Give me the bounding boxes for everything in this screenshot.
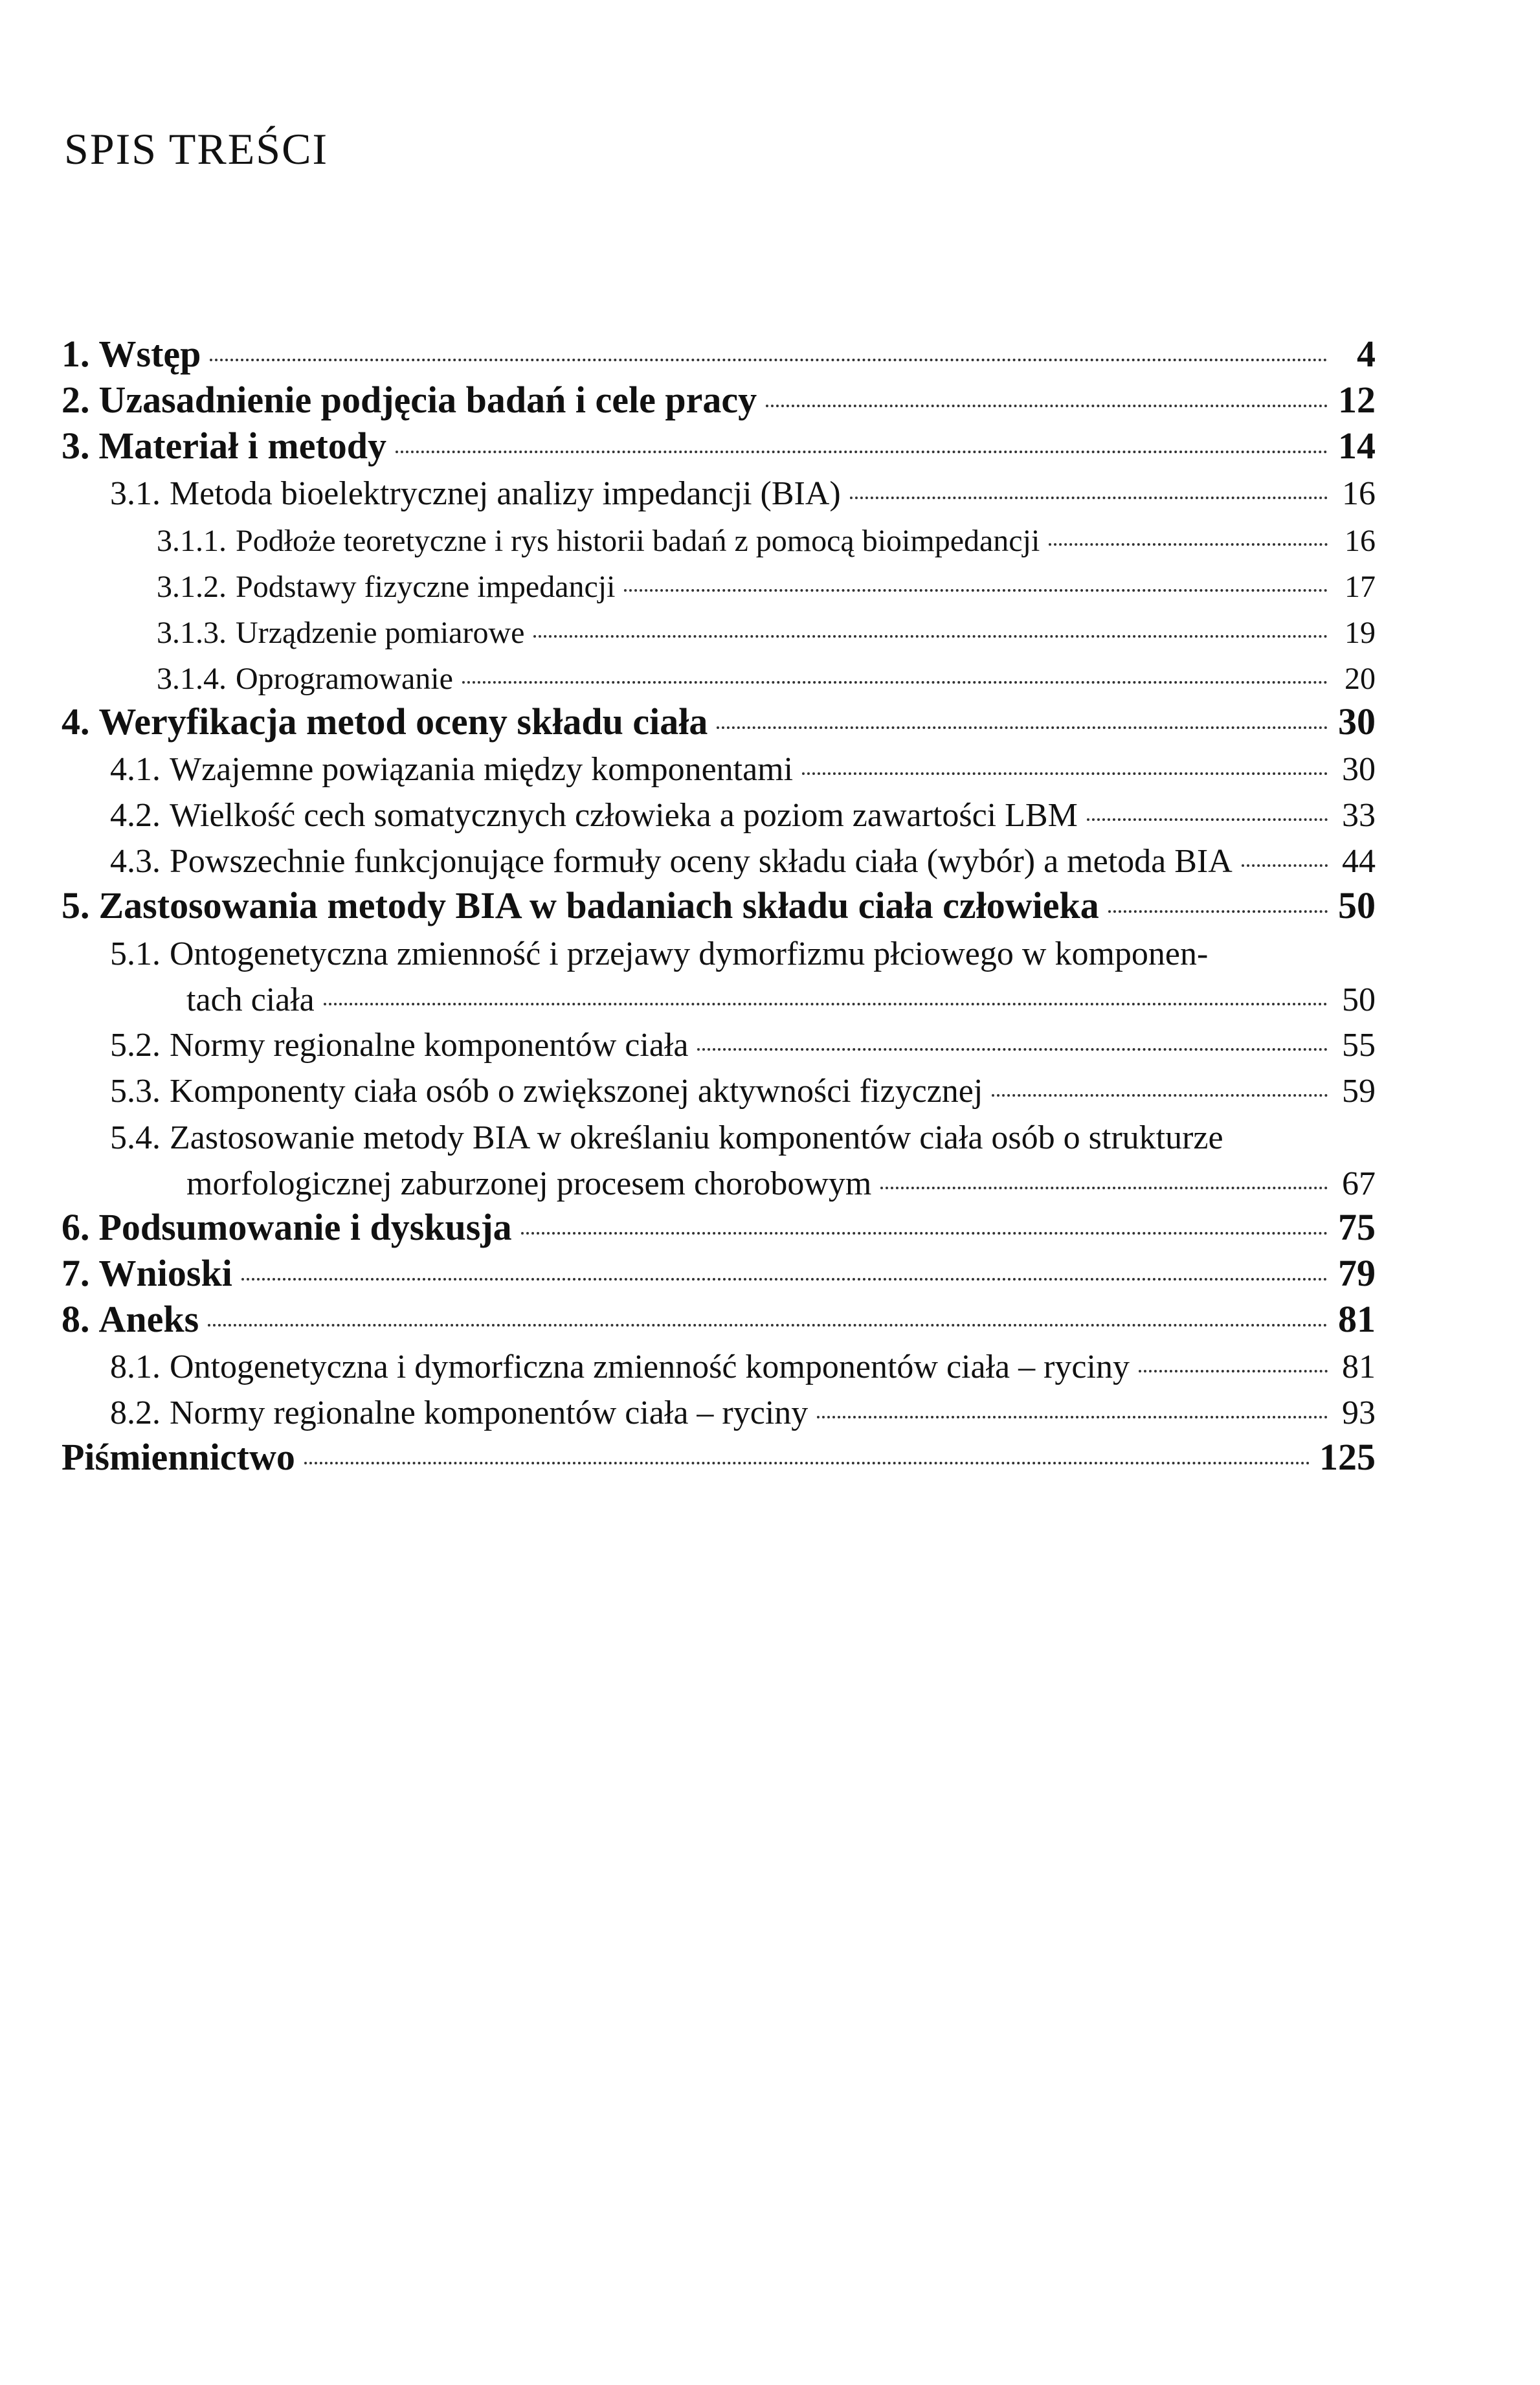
toc-label: Oprogramowanie — [236, 662, 453, 696]
toc-entry-line — [61, 1396, 1376, 1430]
toc-page-number: 33 — [1342, 797, 1376, 834]
toc-page-number: 125 — [1319, 1436, 1376, 1478]
dot-leader — [880, 1187, 1328, 1189]
toc-label-continued: morfologicznej zaburzonej procesem chorobowym — [186, 1165, 872, 1202]
toc-number: 5.1. — [110, 935, 161, 972]
toc-entry — [61, 1069, 1376, 1115]
toc-page-number: 16 — [1345, 524, 1376, 558]
toc-entry-line — [61, 1350, 1376, 1384]
toc-label: Wnioski — [98, 1252, 232, 1294]
dot-leader — [241, 1278, 1328, 1281]
dot-leader — [766, 405, 1328, 407]
toc-entry-line — [61, 1436, 1376, 1478]
dot-leader — [1242, 864, 1328, 867]
toc-entry-line — [61, 931, 1376, 1023]
toc-entry-line — [61, 1206, 1376, 1248]
toc-number: 8. — [61, 1298, 90, 1340]
toc-entry-line — [61, 427, 1376, 465]
toc-page-number: 30 — [1338, 700, 1376, 743]
toc-entry-line — [61, 381, 1376, 419]
toc-number: 6. — [61, 1206, 90, 1248]
toc-entry-line — [61, 700, 1376, 743]
toc-entry — [61, 1437, 1376, 1483]
toc-number: 5.4. — [110, 1119, 161, 1156]
toc-label: Wstęp — [98, 333, 201, 375]
dot-leader — [396, 451, 1328, 453]
toc-label: Powszechnie funkcjonujące formuły oceny składu ciała (wybór) a metoda BIA — [170, 843, 1233, 880]
dot-leader — [210, 359, 1328, 361]
table-of-contents — [61, 333, 1376, 1483]
toc-label: Podłoże teoretyczne i rys historii badań z pomocą bioimpedancji — [236, 524, 1040, 558]
toc-label: Podsumowanie i dyskusja — [98, 1206, 512, 1248]
dot-leader — [324, 1003, 1328, 1005]
toc-page-number: 81 — [1338, 1298, 1376, 1340]
page-title: SPIS TREŚCI — [64, 124, 329, 174]
toc-label: Wzajemne powiązania między komponentami — [170, 751, 794, 788]
toc-entry — [61, 931, 1376, 1023]
toc-entry-line — [61, 884, 1376, 926]
dot-leader — [992, 1094, 1328, 1097]
toc-entry-first-line — [110, 931, 1376, 977]
toc-page-number: 75 — [1338, 1206, 1376, 1248]
toc-entry-line — [61, 618, 1376, 649]
dot-leader — [1087, 818, 1328, 821]
toc-entry — [61, 379, 1376, 425]
toc-label: Komponenty ciała osób o zwiększonej aktywności fizycznej — [170, 1073, 983, 1110]
toc-page-number: 4 — [1357, 333, 1376, 375]
toc-page-number: 55 — [1342, 1027, 1376, 1064]
toc-entry-line — [61, 477, 1376, 511]
toc-entry-line — [61, 1298, 1376, 1340]
toc-label-continued: tach ciała — [186, 981, 315, 1018]
toc-label: Weryfikacja metod oceny składu ciała — [98, 700, 708, 743]
toc-page-number: 79 — [1338, 1252, 1376, 1294]
toc-entry — [61, 333, 1376, 379]
toc-number: 4. — [61, 700, 90, 743]
toc-number: 3.1.1. — [157, 524, 227, 558]
toc-entry-line — [61, 1252, 1376, 1294]
dot-leader — [1049, 543, 1328, 546]
dot-leader — [802, 772, 1328, 775]
toc-entry — [61, 517, 1376, 563]
dot-leader — [533, 635, 1328, 638]
toc-label: Wielkość cech somatycznych człowieka a poziom zawartości LBM — [170, 797, 1078, 834]
toc-entry — [61, 1345, 1376, 1391]
toc-label: Zastosowania metody BIA w badaniach składu ciała człowieka — [98, 884, 1099, 926]
toc-entry — [61, 885, 1376, 931]
toc-entry — [61, 701, 1376, 747]
toc-number: 1. — [61, 333, 90, 375]
toc-label: Metoda bioelektrycznej analizy impedancji (BIA) — [170, 475, 841, 512]
toc-label: Uzasadnienie podjęcia badań i cele pracy — [98, 379, 757, 421]
toc-page-number: 93 — [1342, 1394, 1376, 1431]
toc-number: 8.1. — [110, 1349, 161, 1385]
toc-entry — [61, 1115, 1376, 1207]
toc-number: 4.3. — [110, 843, 161, 880]
toc-number: 4.2. — [110, 797, 161, 834]
toc-entry-line — [61, 572, 1376, 603]
toc-label: Podstawy fizyczne impedancji — [236, 570, 616, 604]
toc-page-number: 14 — [1338, 425, 1376, 467]
toc-number: 3.1.2. — [157, 570, 227, 604]
toc-page-number: 19 — [1345, 616, 1376, 650]
toc-label: Zastosowanie metody BIA w określaniu komponentów ciała osób o strukturze — [170, 1119, 1223, 1156]
toc-number: 3. — [61, 425, 90, 467]
toc-entry-continuation — [110, 977, 1376, 1023]
toc-number: 3.1. — [110, 475, 161, 512]
toc-entry — [61, 655, 1376, 701]
dot-leader — [208, 1324, 1328, 1327]
toc-entry-line — [61, 664, 1376, 695]
toc-page-number: 50 — [1342, 981, 1376, 1018]
toc-entry — [61, 563, 1376, 609]
toc-label: Aneks — [98, 1298, 199, 1340]
dot-leader — [1139, 1370, 1328, 1372]
toc-entry — [61, 747, 1376, 793]
toc-number: 4.1. — [110, 751, 161, 788]
toc-entry-continuation — [110, 1161, 1376, 1207]
toc-entry — [61, 839, 1376, 885]
toc-entry-line — [61, 526, 1376, 557]
toc-label: Ontogenetyczna i dymorficzna zmienność komponentów ciała – ryciny — [170, 1349, 1130, 1385]
toc-page-number: 20 — [1345, 662, 1376, 696]
toc-number: 5. — [61, 884, 90, 926]
toc-number: 5.2. — [110, 1027, 161, 1064]
dot-leader — [624, 589, 1328, 592]
toc-page-number: 50 — [1338, 884, 1376, 926]
toc-entry — [61, 1391, 1376, 1437]
dot-leader — [717, 726, 1328, 729]
dot-leader — [697, 1048, 1328, 1051]
toc-label: Normy regionalne komponentów ciała – ryciny — [170, 1394, 809, 1431]
toc-page-number: 12 — [1338, 379, 1376, 421]
toc-page-number: 81 — [1342, 1349, 1376, 1385]
toc-entry — [61, 1299, 1376, 1345]
toc-number: 5.3. — [110, 1073, 161, 1110]
toc-entry — [61, 1253, 1376, 1299]
dot-leader — [1108, 910, 1328, 913]
dot-leader — [817, 1416, 1328, 1418]
toc-number: 7. — [61, 1252, 90, 1294]
toc-label: Ontogenetyczna zmienność i przejawy dymorfizmu płciowego w komponen- — [170, 935, 1209, 972]
toc-entry — [61, 609, 1376, 655]
toc-page-number: 16 — [1342, 475, 1376, 512]
toc-entry — [61, 793, 1376, 839]
toc-entry-line — [61, 753, 1376, 787]
dot-leader — [521, 1232, 1328, 1235]
toc-label: Urządzenie pomiarowe — [236, 616, 525, 650]
toc-entry-line — [61, 335, 1376, 373]
toc-number: 8.2. — [110, 1394, 161, 1431]
toc-entry-line — [61, 1029, 1376, 1062]
toc-label: Materiał i metody — [98, 425, 387, 467]
toc-entry-first-line — [110, 1115, 1376, 1161]
toc-entry — [61, 1207, 1376, 1253]
toc-entry-line — [61, 845, 1376, 879]
toc-number: 2. — [61, 379, 90, 421]
toc-entry — [61, 1023, 1376, 1069]
toc-page-number: 30 — [1342, 751, 1376, 788]
toc-label: Normy regionalne komponentów ciała — [170, 1027, 689, 1064]
toc-entry-line — [61, 1075, 1376, 1108]
toc-label: Piśmiennictwo — [61, 1436, 295, 1478]
dot-leader — [850, 497, 1328, 499]
toc-number: 3.1.3. — [157, 616, 227, 650]
toc-page-number: 67 — [1342, 1165, 1376, 1202]
toc-page-number: 44 — [1342, 843, 1376, 880]
toc-page-number: 17 — [1345, 570, 1376, 604]
toc-entry — [61, 425, 1376, 471]
toc-entry-line — [61, 799, 1376, 833]
dot-leader — [462, 681, 1328, 684]
toc-entry-line — [61, 1115, 1376, 1207]
toc-entry — [61, 471, 1376, 517]
toc-page-number: 59 — [1342, 1073, 1376, 1110]
toc-number: 3.1.4. — [157, 662, 227, 696]
dot-leader — [304, 1462, 1310, 1464]
